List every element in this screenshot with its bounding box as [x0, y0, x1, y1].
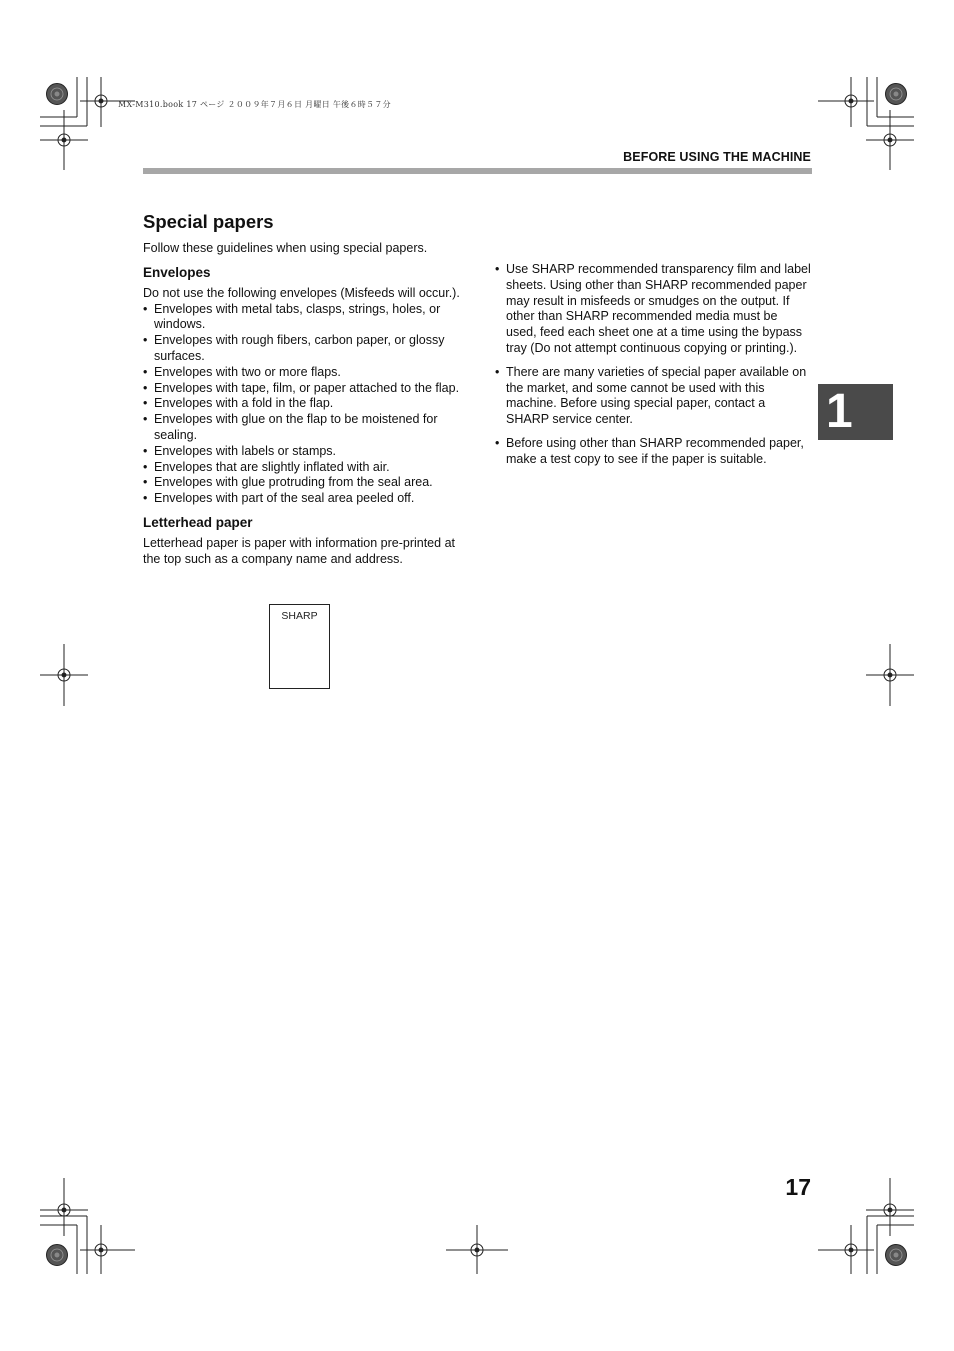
letterhead-heading: Letterhead paper — [143, 514, 253, 530]
section-header: BEFORE USING THE MACHINE — [623, 150, 811, 164]
chapter-tab: 1 — [818, 384, 893, 440]
list-item: • Envelopes that are slightly inflated with air. — [143, 460, 463, 476]
list-item: • Envelopes with rough fibers, carbon paper, or glossy surfaces. — [143, 333, 463, 365]
intro-text: Follow these guidelines when using special papers. — [143, 241, 428, 255]
page-number: 17 — [785, 1174, 811, 1200]
list-item: • Envelopes with part of the seal area peeled off. — [143, 491, 463, 507]
list-item: • Envelopes with glue on the flap to be moistened for sealing. — [143, 412, 463, 444]
letterhead-illustration-label: SHARP — [281, 610, 318, 622]
list-item: • Envelopes with two or more flaps. — [143, 365, 463, 381]
list-item: • There are many varieties of special paper available on the market, and some cannot be used with this machine. Before using special paper, contact a SHARP service center. — [495, 365, 811, 428]
special-paper-notes — [495, 262, 811, 468]
list-item: • Use SHARP recommended transparency film and label sheets. Using other than SHARP recommended paper may result in misfeeds or smudges on the output. If other than SHARP recommended media must be used, feed each sheet one at a time using the bypass tray (Do not attempt continuous copying or printing.). — [495, 262, 811, 357]
print-slug: MX-M310.book 17 ページ ２００９年７月６日 月曜日 午後６時５７分 — [118, 100, 391, 109]
list-item: • Envelopes with metal tabs, clasps, strings, holes, or windows. — [143, 302, 463, 334]
right-column — [495, 262, 811, 476]
letterhead-illustration — [269, 604, 330, 689]
list-item: • Envelopes with tape, film, or paper attached to the flap. — [143, 381, 463, 397]
header-rule — [143, 168, 812, 174]
envelopes-list — [143, 302, 463, 507]
list-item: • Envelopes with labels or stamps. — [143, 444, 463, 460]
list-item: • Envelopes with a fold in the flap. — [143, 396, 463, 412]
envelopes-intro: Do not use the following envelopes (Misfeeds will occur.). — [143, 285, 460, 300]
envelopes-heading: Envelopes — [143, 264, 211, 280]
page-title: Special papers — [143, 211, 274, 232]
list-item: • Before using other than SHARP recommended paper, make a test copy to see if the paper is suitable. — [495, 436, 811, 468]
list-item: • Envelopes with glue protruding from the seal area. — [143, 475, 463, 491]
left-column — [143, 210, 463, 568]
letterhead-text: Letterhead paper is paper with information pre-printed at the top such as a company name and address. — [143, 535, 455, 566]
